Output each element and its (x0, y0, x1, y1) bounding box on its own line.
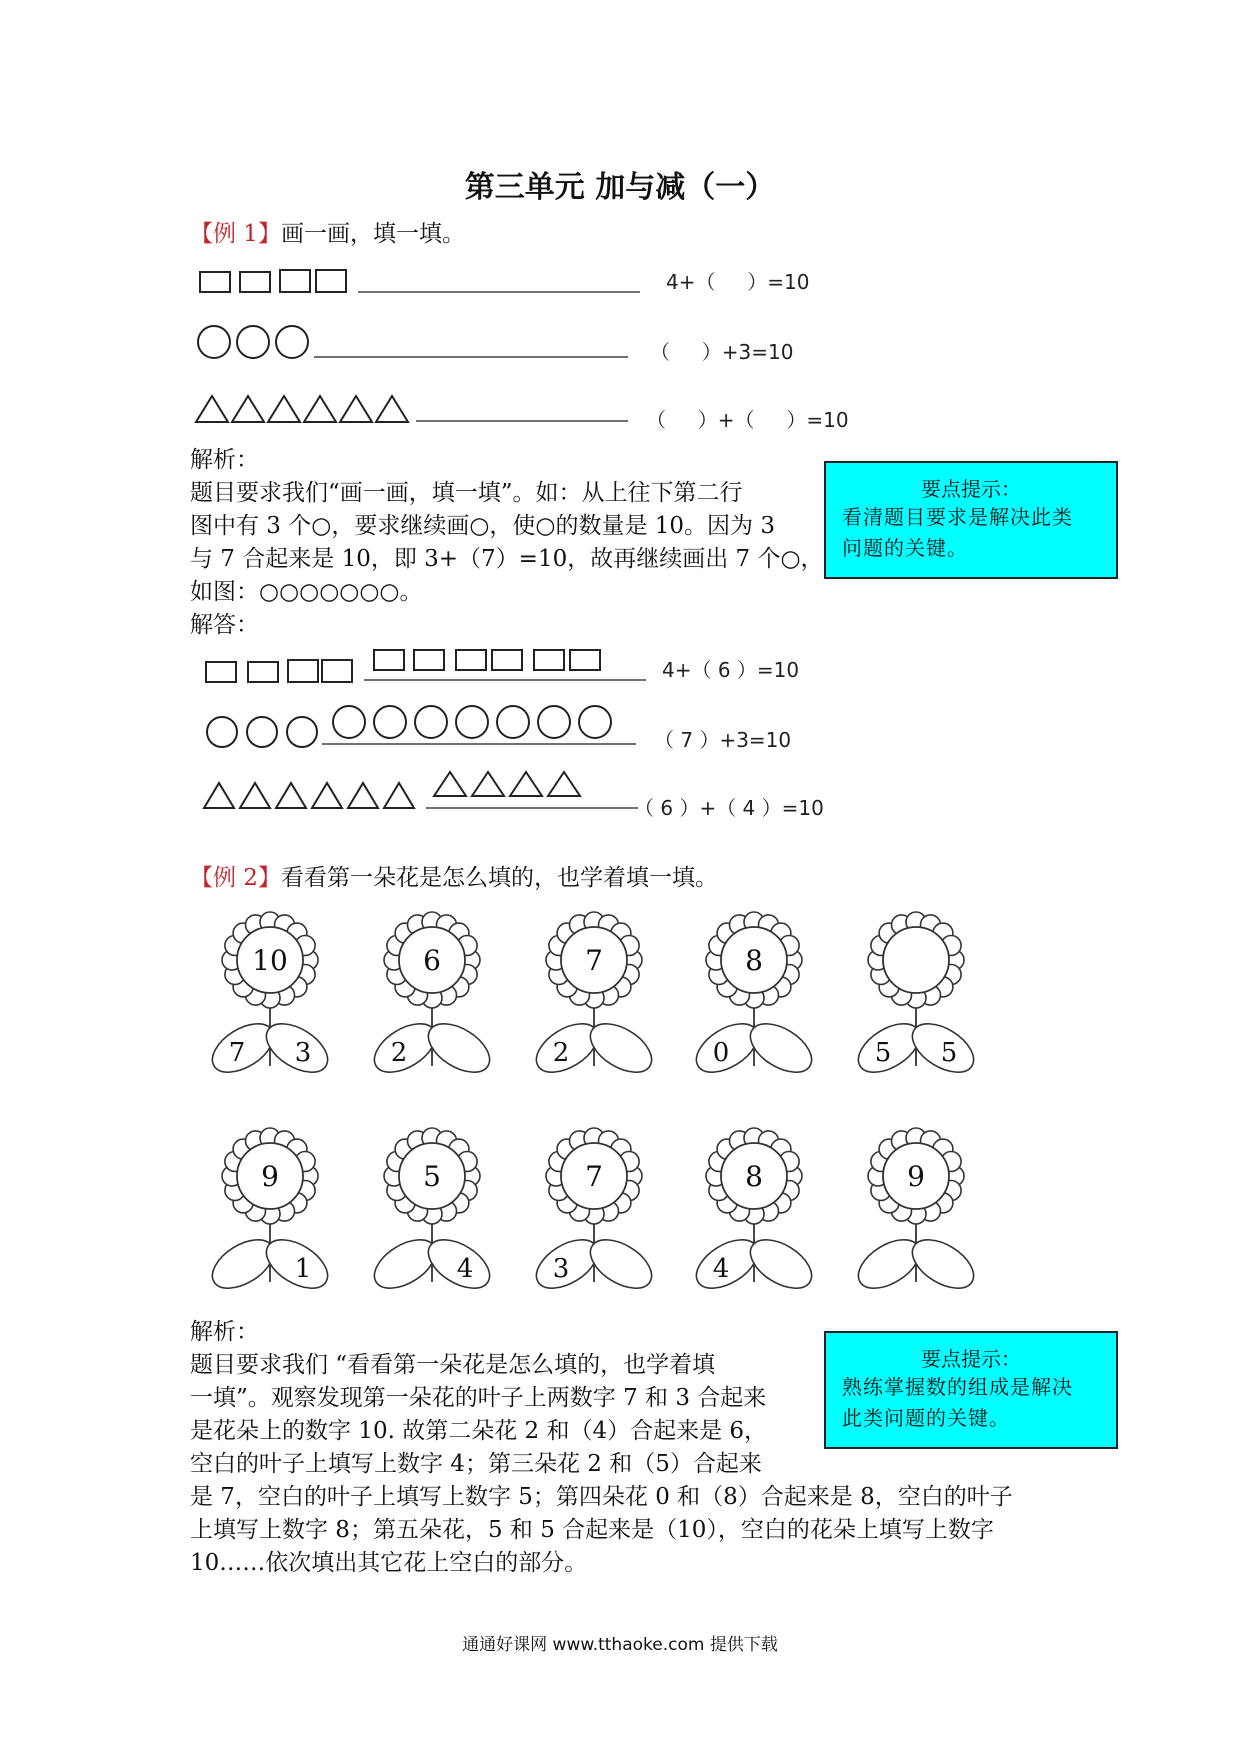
question2-equation: （ ）+3=10 (650, 340, 794, 364)
flower-center-number: 9 (261, 1160, 279, 1193)
example1-analysis-line: 题目要求我们“画一画，填一填”。如：从上往下第二行 (190, 480, 743, 506)
flower-center-number: 7 (585, 1160, 603, 1193)
tip-box-2 (824, 1331, 1118, 1449)
example1-prompt: 画一画，填一填。 (280, 221, 465, 247)
flower-center-number: 5 (423, 1160, 441, 1193)
flower (204, 912, 336, 1082)
example2-analysis-line: 是花朵上的数字 10. 故第二朵花 2 和（4）合起来是 6， (190, 1418, 768, 1444)
flower (850, 912, 982, 1082)
flower (366, 912, 498, 1082)
flower-center-number: 10 (252, 944, 288, 977)
answer3-equation: （ 6 ）+（ 4 ）=10 (634, 796, 824, 820)
example1-answer-label: 解答： (190, 612, 259, 638)
example2-prompt: 看看第一朵花是怎么填的，也学着填一填。 (280, 865, 718, 891)
example1-tag: 【例 1】 (190, 221, 281, 247)
flower-right-number: 1 (294, 1254, 312, 1284)
page-title: 第三单元 加与减（一） (464, 170, 776, 205)
question1-equation: 4+（ ）=10 (666, 270, 810, 294)
tip-line: 看清题目要求是解决此类 (842, 505, 1073, 529)
example2-analysis-line: 空白的叶子上填写上数字 4；第三朵花 2 和（5）合起来 (190, 1451, 762, 1477)
example2-tag: 【例 2】 (190, 865, 281, 891)
example2-analysis-line: 10……依次填出其它花上空白的部分。 (190, 1550, 588, 1576)
tip-title: 要点提示： (921, 1347, 1021, 1371)
question3-equation: （ ）+（ ）=10 (646, 408, 849, 432)
tip-line: 此类问题的关键。 (842, 1406, 1010, 1430)
answer2-equation: （ 7 ）+3=10 (654, 728, 792, 752)
tip-line: 问题的关键。 (842, 536, 968, 560)
flower (204, 1128, 336, 1298)
flower (366, 1128, 498, 1298)
example1-analysis-line: 如图：○○○○○○○。 (190, 579, 423, 605)
flower (850, 1128, 982, 1298)
example2-analysis-line: 是 7，空白的叶子上填写上数字 5；第四朵花 0 和（8）合起来是 8，空白的叶子 (190, 1484, 1013, 1510)
example1-analysis-line: 与 7 合起来是 10，即 3+（7）=10，故再继续画出 7 个○， (190, 546, 824, 572)
flower (528, 1128, 660, 1298)
flower-center-number: 6 (423, 944, 441, 977)
flower-left-number: 4 (712, 1254, 730, 1284)
example1-analysis-label: 解析： (190, 447, 259, 473)
example2-analysis-line: 题目要求我们 “看看第一朵花是怎么填的，也学着填 (190, 1352, 716, 1378)
flower-left-number: 2 (552, 1038, 570, 1068)
flower-center-number: 8 (745, 1160, 763, 1193)
example1-analysis-line: 图中有 3 个○，要求继续画○，使○的数量是 10。因为 3 (190, 513, 775, 539)
answer1-equation: 4+（ 6 ）=10 (662, 658, 800, 682)
flower-left-number: 0 (712, 1038, 730, 1068)
tip-title: 要点提示： (921, 477, 1021, 501)
flower-right-number: 4 (456, 1254, 474, 1284)
flower (688, 1128, 820, 1298)
flower-left-number: 3 (552, 1254, 570, 1284)
flower-right-number: 3 (294, 1038, 312, 1068)
flower-left-number: 5 (874, 1038, 892, 1068)
flower-center (883, 927, 949, 993)
flower-right-number: 5 (940, 1038, 958, 1068)
example2-analysis-line: 上填写上数字 8；第五朵花，5 和 5 合起来是（10），空白的花朵上填写上数字 (190, 1517, 994, 1543)
flower-center-number: 7 (585, 944, 603, 977)
example2-analysis-label: 解析： (190, 1319, 259, 1345)
footer-credit: 通通好课网 www.tthaoke.com 提供下载 (462, 1635, 778, 1655)
flower-left-number: 7 (228, 1038, 246, 1068)
flower-center-number: 9 (907, 1160, 925, 1193)
flower-left-number: 2 (390, 1038, 408, 1068)
flower (528, 912, 660, 1082)
tip-line: 熟练掌握数的组成是解决 (842, 1375, 1073, 1399)
flower-center-number: 8 (745, 944, 763, 977)
example2-analysis-line: 一填”。观察发现第一朵花的叶子上两数字 7 和 3 合起来 (190, 1385, 767, 1411)
flower (688, 912, 820, 1082)
